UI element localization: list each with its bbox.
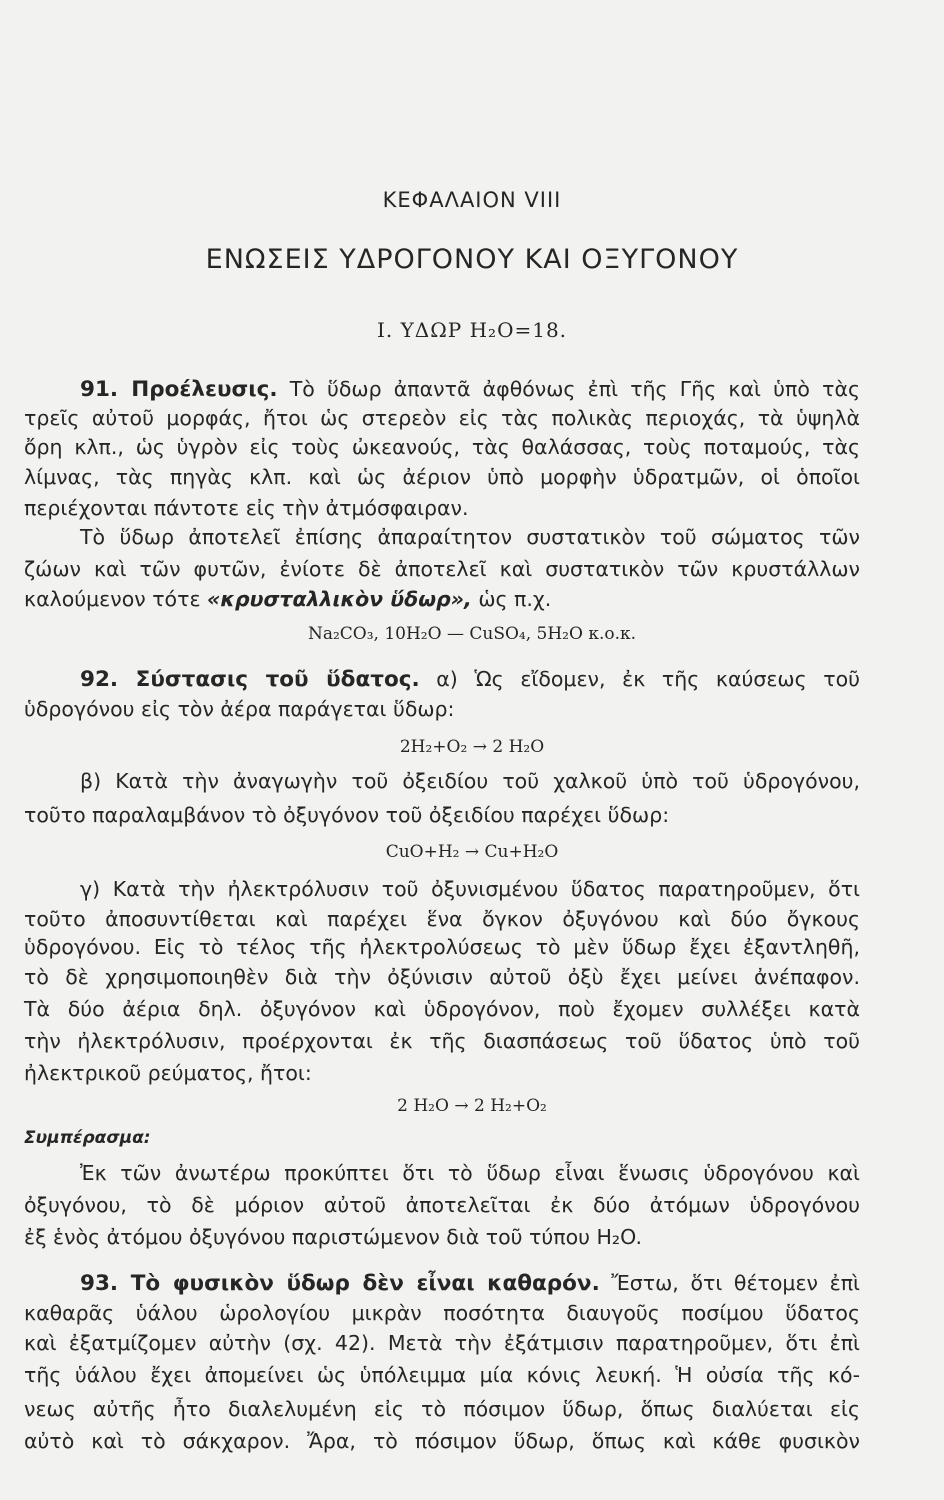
paragraph-92c-line-3: ὑδρογόνου. Εἰς τὸ τέλος τῆς ἠλεκτρολύσεως τὸ μὲν ὕδωρ ἔχει ἐξαντληθῆ, <box>24 935 860 959</box>
paragraph-92c-line-5: Τὰ δύο ἀέρια δηλ. ὀξυγόνον καὶ ὑδρογόνον, ποὺ ἔχομεν συλλέξει κατὰ <box>24 997 860 1021</box>
paragraph-93-line-1: 93. Τὸ φυσικὸν ὕδωρ δὲν εἶναι καθαρόν. Ἔστω, ὅτι θέτομεν ἐπὶ <box>80 1271 860 1296</box>
paragraph-91-line-4: λίμνας, τὰς πηγὰς κλπ. καὶ ὡς ἀέριον ὑπὸ μορφὴν ὑδρατμῶν, οἱ ὁποῖοι <box>24 465 860 489</box>
paragraph-91b-line-1: Τὸ ὕδωρ ἀποτελεῖ ἐπίσης ἀπαραίτητον συστατικὸν τοῦ σώματος τῶν <box>80 525 860 549</box>
chapter-heading: ΚΕΦΑΛΑΙΟΝ VIII <box>382 188 562 212</box>
paragraph-92b-line-1: β) Κατὰ τὴν ἀναγωγὴν τοῦ ὀξειδίου τοῦ χαλκοῦ ὑπὸ τοῦ ὑδρογόνου, <box>80 769 860 793</box>
conclusion-line-2: ὀξυγόνου, τὸ δὲ μόριον αὐτοῦ ἀποτελεῖται ἐκ δύο ἀτόμων ὑδρογόνου <box>24 1193 860 1217</box>
chapter-title: ΕΝΩΣΕΙΣ ΥΔΡΟΓΟΝΟΥ ΚΑΙ ΟΞΥΓΟΝΟΥ <box>205 244 739 275</box>
paragraph-92-line-1: 92. Σύστασις τοῦ ὕδατος. α) Ὡς εἴδομεν, ἐκ τῆς καύσεως τοῦ <box>80 667 860 692</box>
paragraph-91b-line-3: καλούμενον τότε «κρυσταλλικὸν ὕδωρ», ὡς π.χ. <box>24 587 552 611</box>
paragraph-91-line-3: ὄρη κλπ., ὡς ὑγρὸν εἰς τοὺς ὠκεανούς, τὰς θαλάσσας, τοὺς ποταμούς, τὰς <box>24 435 860 459</box>
paragraph-92c-line-2: τοῦτο ἀποσυντίθεται καὶ παρέχει ἕνα ὄγκον ὀξυγόνου καὶ δύο ὄγκους <box>24 907 860 931</box>
section-91-heading: 91. Προέλευσις. <box>80 377 278 402</box>
paragraph-93-line-6: αὐτὸ καὶ τὸ σάκχαρον. Ἄρα, τὸ πόσιμον ὕδωρ, ὅπως καὶ κάθε φυσικὸν <box>24 1429 860 1453</box>
paragraph-92c-line-1: γ) Κατὰ τὴν ἠλεκτρόλυσιν τοῦ ὀξυνισμένου ὕδατος παρατηροῦμεν, ὅτι <box>80 877 860 901</box>
section-92-heading: 92. Σύστασις τοῦ ὕδατος. <box>80 667 420 692</box>
paragraph-91-line-5: περιέχονται πάντοτε εἰς τὴν ἀτμόσφαιραν. <box>24 496 469 520</box>
conclusion-line-1: Ἐκ τῶν ἀνωτέρω προκύπτει ὅτι τὸ ὕδωρ εἶναι ἕνωσις ὑδρογόνου καὶ <box>80 1161 860 1185</box>
conclusion-label: Συμπέρασμα: <box>24 1128 151 1148</box>
formula-crystal-salts: Na₂CO₃, 10H₂O — CuSO₄, 5H₂O κ.ο.κ. <box>307 624 637 644</box>
paragraph-93-line-5: νεως αὐτῆς ἦτο διαλελυμένη εἰς τὸ πόσιμον ὕδωρ, ὅπως διαλύεται εἰς <box>24 1397 860 1421</box>
paragraph-93-line-2: καθαρᾶς ὑάλου ὡρολογίου μικρὰν ποσότητα διαυγοῦς ποσίμου ὕδατος <box>24 1301 860 1325</box>
conclusion-line-3: ἐξ ἑνὸς ἀτόμου ὀξυγόνου παριστώμενον διὰ τοῦ τύπου H₂O. <box>24 1225 642 1249</box>
paragraph-91-line-2: τρεῖς αὐτοῦ μορφάς, ἤτοι ὡς στερεὸν εἰς τὰς πολικὰς περιοχάς, τὰ ὑψηλὰ <box>24 406 860 430</box>
paragraph-93-line-4: τῆς ὑάλου ἔχει ἀπομείνει ὡς ὑπόλειμμα μία κόνις λευκή. Ἡ οὐσία τῆς κό- <box>24 1363 860 1387</box>
paragraph-92c-line-4: τὸ δὲ χρησιμοποιηθὲν διὰ τὴν ὀξύνισιν αὐτοῦ ὀξὺ ἔχει μείνει ἀνέπαφον. <box>24 965 860 989</box>
paragraph-92b-line-2: τοῦτο παραλαμβάνον τὸ ὀξυγόνον τοῦ ὀξειδίου παρέχει ὕδωρ: <box>24 803 670 827</box>
crystal-water-term: «κρυσταλλικὸν ὕδωρ», <box>207 587 472 611</box>
paragraph-93-line-3: καὶ ἐξατμίζομεν αὐτὴν (σχ. 42). Μετὰ τὴν ἐξάτμισιν παρατηροῦμεν, ὅτι ἐπὶ <box>24 1331 860 1355</box>
paragraph-91-line-1: 91. Προέλευσις. Τὸ ὕδωρ ἀπαντᾶ ἀφθόνως ἐπὶ τῆς Γῆς καὶ ὑπὸ τὰς <box>80 377 860 402</box>
formula-reduction: CuO+H₂ → Cu+H₂O <box>385 842 559 862</box>
paragraph-92c-line-7: ἠλεκτρικοῦ ρεύματος, ἤτοι: <box>24 1061 312 1085</box>
section-subtitle: Ι. ΥΔΩΡ H₂O=18. <box>376 318 568 342</box>
formula-electrolysis: 2 H₂O → 2 H₂+O₂ <box>397 1096 547 1116</box>
section-93-heading: 93. Τὸ φυσικὸν ὕδωρ δὲν εἶναι καθαρόν. <box>80 1271 600 1296</box>
paragraph-91b-line-2: ζώων καὶ τῶν φυτῶν, ἐνίοτε δὲ ἀποτελεῖ καὶ συστατικὸν τῶν κρυστάλλων <box>24 557 860 581</box>
paragraph-92c-line-6: τὴν ἠλεκτρόλυσιν, προέρχονται ἐκ τῆς διασπάσεως τοῦ ὕδατος ὑπὸ τοῦ <box>24 1029 860 1053</box>
paragraph-92-line-2: ὑδρογόνου εἰς τὸν ἀέρα παράγεται ὕδωρ: <box>24 697 455 721</box>
formula-combustion: 2H₂+O₂ → 2 H₂O <box>399 737 545 757</box>
